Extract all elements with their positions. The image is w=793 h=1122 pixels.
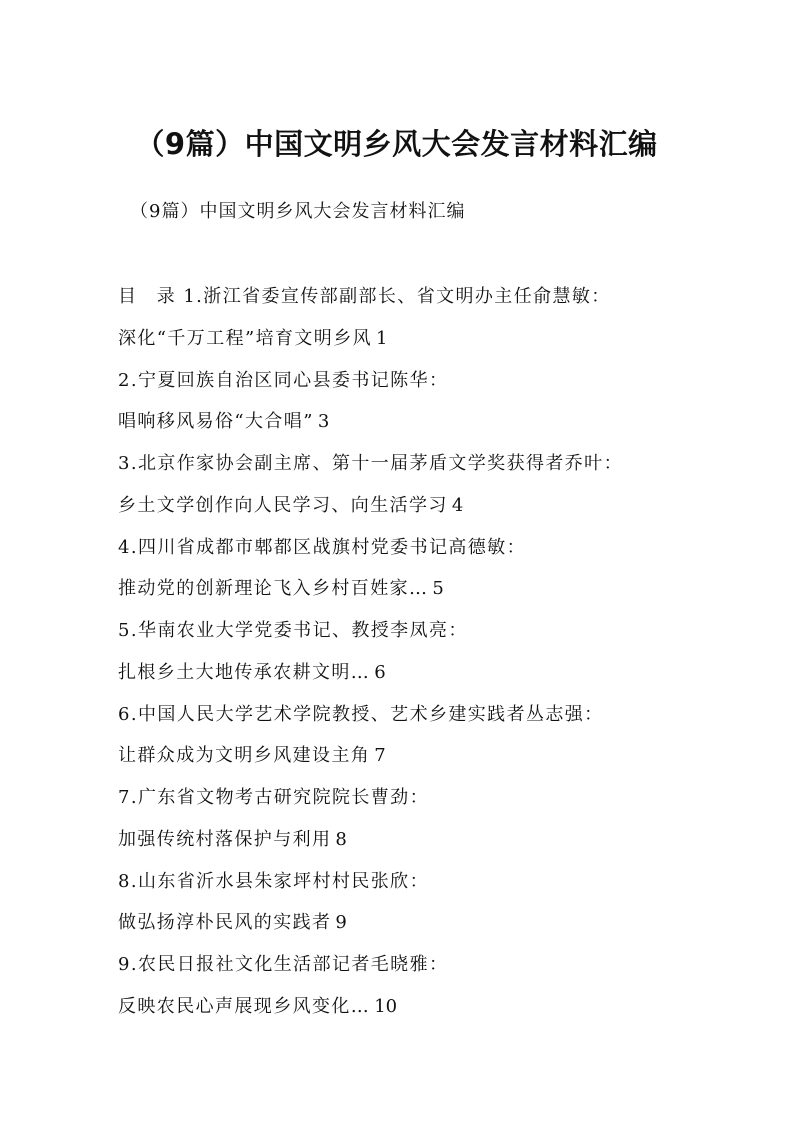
- toc-entry-heading: 3.北京作家协会副主席、第十一届茅盾文学奖获得者乔叶：: [118, 453, 623, 474]
- document-subtitle: （9篇）中国文明乡风大会发言材料汇编: [130, 201, 466, 222]
- toc-page-number: 3: [317, 411, 330, 433]
- toc-topic-text: 加强传统村落保护与利用: [118, 828, 332, 850]
- toc-entry-heading: 5.华南农业大学党委书记、教授李凤亮：: [118, 620, 468, 641]
- toc-page-number: 6: [374, 661, 386, 683]
- toc-topic-text: 扎根乡土大地传承农耕文明…: [118, 661, 371, 683]
- table-of-contents: [118, 280, 738, 1032]
- toc-topic-text: 推动党的创新理论飞入乡村百姓家…: [118, 578, 429, 600]
- toc-entry-topic: [118, 489, 738, 531]
- toc-page-number: 10: [374, 995, 398, 1017]
- toc-entry-heading: 2.宁夏回族自治区同心县委书记陈华：: [118, 369, 449, 391]
- toc-topic-text: 唱响移风易俗“大合唱”: [118, 411, 314, 433]
- toc-entry-heading: 7.广东省文物考古研究院院长曹劲：: [118, 787, 429, 808]
- toc-topic-text: 乡土文学创作向人民学习、向生活学习: [118, 494, 448, 516]
- toc-page-number: 1: [376, 327, 388, 349]
- toc-entry-topic: [118, 405, 738, 447]
- toc-entry-topic: [118, 823, 738, 865]
- toc-topic-text: 让群众成为文明乡风建设主角: [118, 745, 371, 767]
- toc-topic-text: 做弘扬淳朴民风的实践者: [118, 912, 332, 934]
- toc-entry-heading: 4.四川省成都市郫都区战旗村党委书记高德敏：: [118, 536, 526, 558]
- toc-page-number: 9: [335, 912, 347, 934]
- toc-entry-topic: [118, 906, 738, 948]
- toc-entry-topic: [118, 739, 738, 781]
- document-title: （9篇）中国文明乡风大会发言材料汇编: [135, 127, 658, 161]
- toc-entry-heading: 目 录 1.浙江省委宣传部副部长、省文明办主任俞慧敏：: [118, 286, 611, 307]
- toc-page-number: 4: [451, 494, 464, 516]
- toc-entry-topic: [118, 572, 738, 614]
- toc-page-number: 5: [432, 578, 444, 600]
- toc-entry-topic: [118, 322, 738, 364]
- toc-topic-text: 反映农民心声展现乡风变化…: [118, 995, 371, 1017]
- toc-entry-heading: 6.中国人民大学艺术学院教授、艺术乡建实践者丛志强：: [118, 703, 604, 725]
- toc-entry-heading: 8.山东省沂水县朱家坪村村民张欣：: [118, 870, 429, 892]
- toc-entry-heading: 9.农民日报社文化生活部记者毛晓雅：: [118, 954, 449, 975]
- toc-topic-text: 深化“千万工程”培育文明乡风: [118, 327, 373, 349]
- toc-entry-topic: [118, 990, 738, 1032]
- toc-entry-topic: [118, 656, 738, 698]
- toc-page-number: 7: [374, 745, 386, 767]
- toc-page-number: 8: [335, 828, 347, 850]
